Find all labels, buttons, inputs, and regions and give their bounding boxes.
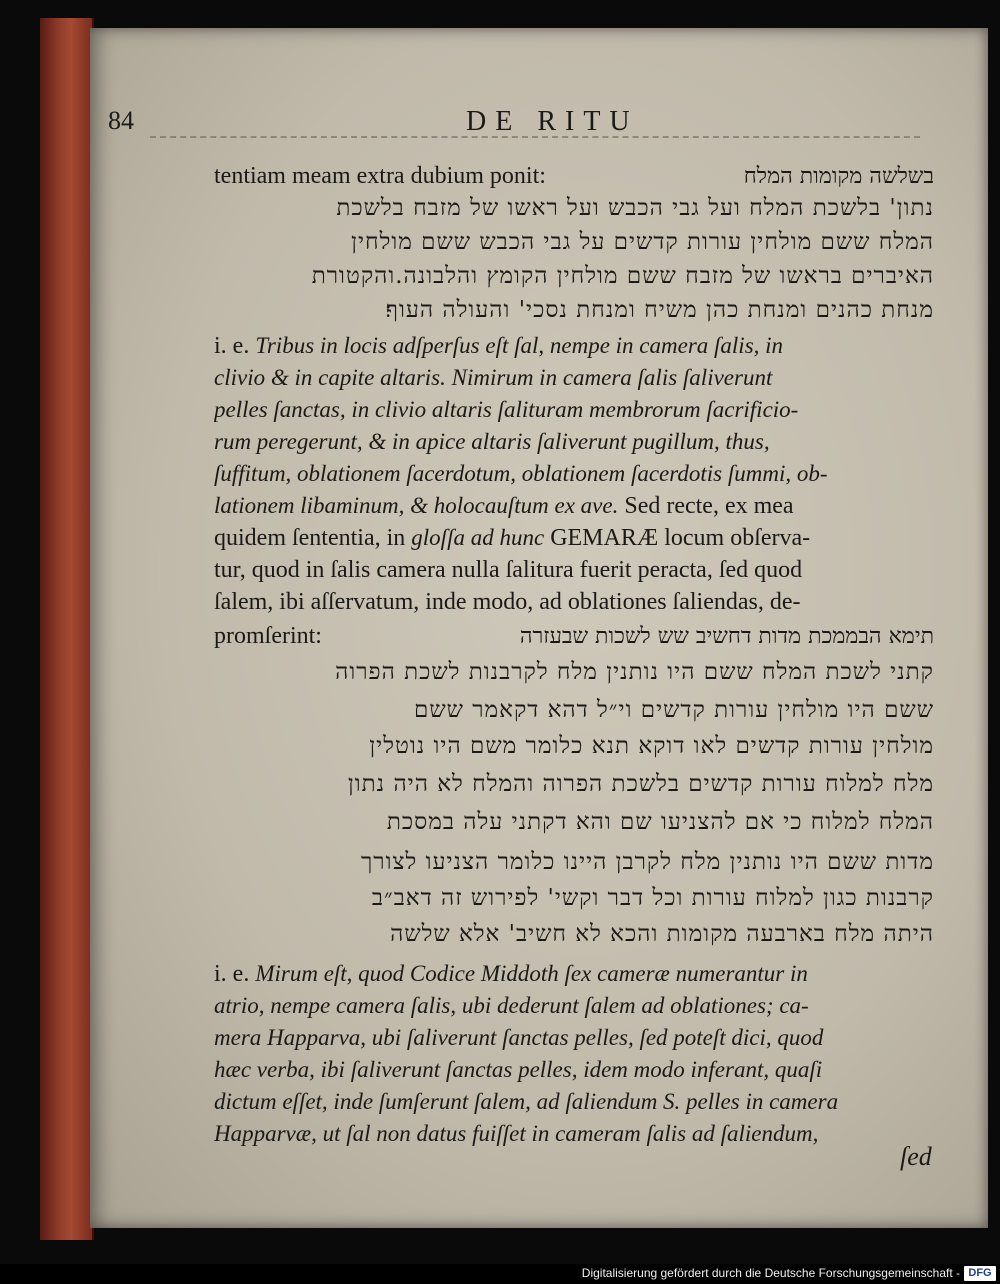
hebrew-line: המלח ששם מולחין עורות קדשים על גבי הכבש ששם מולחין bbox=[351, 229, 934, 255]
latin-text: promſerint: bbox=[214, 623, 322, 649]
latin-italic-line: Happarvæ, ut ſal non datus fuiſſet in cameram ſalis ad ſaliendum, bbox=[214, 1121, 819, 1146]
hebrew-line: מדות ששם היו נותנין מלח לקרבן היינו כלומר הצניעו לצורך bbox=[360, 849, 934, 875]
text-line bbox=[214, 958, 934, 990]
latin-italic-line: dictum eſſet, inde ſumſerunt ſalem, ad ſaliendum S. pelles in camera bbox=[214, 1089, 839, 1114]
latin-italic-text: lationem libaminum, & holocauſtum ex ave. bbox=[214, 493, 619, 518]
text-line bbox=[214, 620, 934, 652]
page-number: 84 bbox=[108, 106, 134, 135]
latin-text: quidem ſententia, in bbox=[214, 525, 406, 551]
latin-italic-line: atrio, nempe camera ſalis, ubi dederunt ſalem ad oblationes; ca- bbox=[214, 993, 809, 1018]
book-page-edges bbox=[40, 18, 94, 1240]
latin-text: tentiam meam extra dubium ponit: bbox=[214, 163, 546, 189]
hebrew-line: ששם היו מולחין עורות קדשים וי״ל דהא דקאמר ששם bbox=[413, 697, 934, 723]
ie-abbrev: i. e. bbox=[214, 961, 250, 987]
hebrew-line: מנחת כהנים ומנחת כהן משיח ומנחת נסכי' והעולה העוף׃ bbox=[385, 297, 934, 323]
latin-text: GEMARÆ locum obſerva- bbox=[550, 525, 811, 551]
latin-italic-line: pelles ſanctas, in clivio altaris ſalituram membrorum ſacrificio- bbox=[214, 397, 799, 422]
footer-bar bbox=[0, 1264, 1000, 1284]
funding-credit: Digitalisierung gefördert durch die Deutsche Forschungsgemeinschaft - bbox=[581, 1266, 960, 1280]
hebrew-line: מולחין עורות קדשים לאו דוקא תנא כלומר משם היו נוטלין bbox=[369, 733, 934, 759]
hebrew-line: קתני לשכת המלח ששם היו נותנין מלח לקרבנות לשכת הפרוה bbox=[335, 659, 934, 685]
latin-italic-text: Tribus in locis adſperſus eſt ſal, nempe in camera ſalis, in bbox=[255, 333, 784, 358]
hebrew-line: נתון' בלשכת המלח ועל גבי הכבש ועל ראשו של מזבח בלשכת bbox=[336, 195, 934, 221]
dfg-logo: DFG bbox=[964, 1266, 996, 1281]
latin-italic-line: mera Happarva, ubi ſaliverunt ſanctas pelles, ſed poteſt dici, quod bbox=[214, 1025, 824, 1050]
hebrew-line: המלח למלוח כי אם להצניעו שם והא דקתני עלה במסכת bbox=[386, 809, 934, 835]
hebrew-line: האיברים בראשו של מזבח ששם מולחין הקומץ והלבונה.והקטורת bbox=[311, 263, 934, 289]
running-title: DE RITU bbox=[466, 106, 639, 137]
latin-italic-line: ſuffitum, oblationem ſacerdotum, oblationem ſacerdotis ſummi, ob- bbox=[214, 461, 828, 486]
hebrew-text: בשלשה מקומות המלח bbox=[743, 164, 934, 189]
ie-abbrev: i. e. bbox=[214, 333, 250, 359]
latin-italic-text: Mirum eſt, quod Codice Middoth ſex cameræ numerantur in bbox=[255, 961, 808, 986]
text-line bbox=[214, 160, 934, 192]
hebrew-line: היתה מלח בארבעה מקומות והכא לא חשיב' אלא שלשה bbox=[390, 921, 934, 947]
latin-line: tur, quod in ſalis camera nulla ſalitura fuerit peracta, ſed quod bbox=[214, 557, 803, 583]
hebrew-line: מלח למלוח עורות קדשים בלשכת הפרוה והמלח לא היה נתון bbox=[347, 771, 934, 797]
text-line bbox=[214, 522, 934, 554]
latin-italic-line: clivio & in capite altaris. Nimirum in camera ſalis ſaliverunt bbox=[214, 365, 773, 390]
text-line bbox=[214, 330, 934, 362]
hebrew-text: תימא הבממכת מדות דחשיב שש לשכות שבעזרה bbox=[519, 624, 934, 649]
latin-italic-text: gloſſa ad hunc bbox=[411, 525, 545, 550]
hebrew-line: קרבנות כגון למלוח עורות וכל דבר וקשי' לפירוש זה דאב״ב bbox=[371, 885, 934, 911]
latin-text: Sed recte, ex mea bbox=[624, 493, 794, 519]
text-line bbox=[214, 490, 934, 522]
catchword: ſed bbox=[900, 1142, 932, 1171]
latin-italic-line: hæc verba, ibi ſaliverunt ſanctas pelles, idem modo inferant, quaſi bbox=[214, 1057, 823, 1082]
latin-line: ſalem, ibi aſſervatum, inde modo, ad oblationes ſaliendas, de- bbox=[214, 589, 801, 615]
latin-italic-line: rum peregerunt, & in apice altaris ſaliverunt pugillum, thus, bbox=[214, 429, 770, 454]
header-rule bbox=[150, 136, 920, 142]
